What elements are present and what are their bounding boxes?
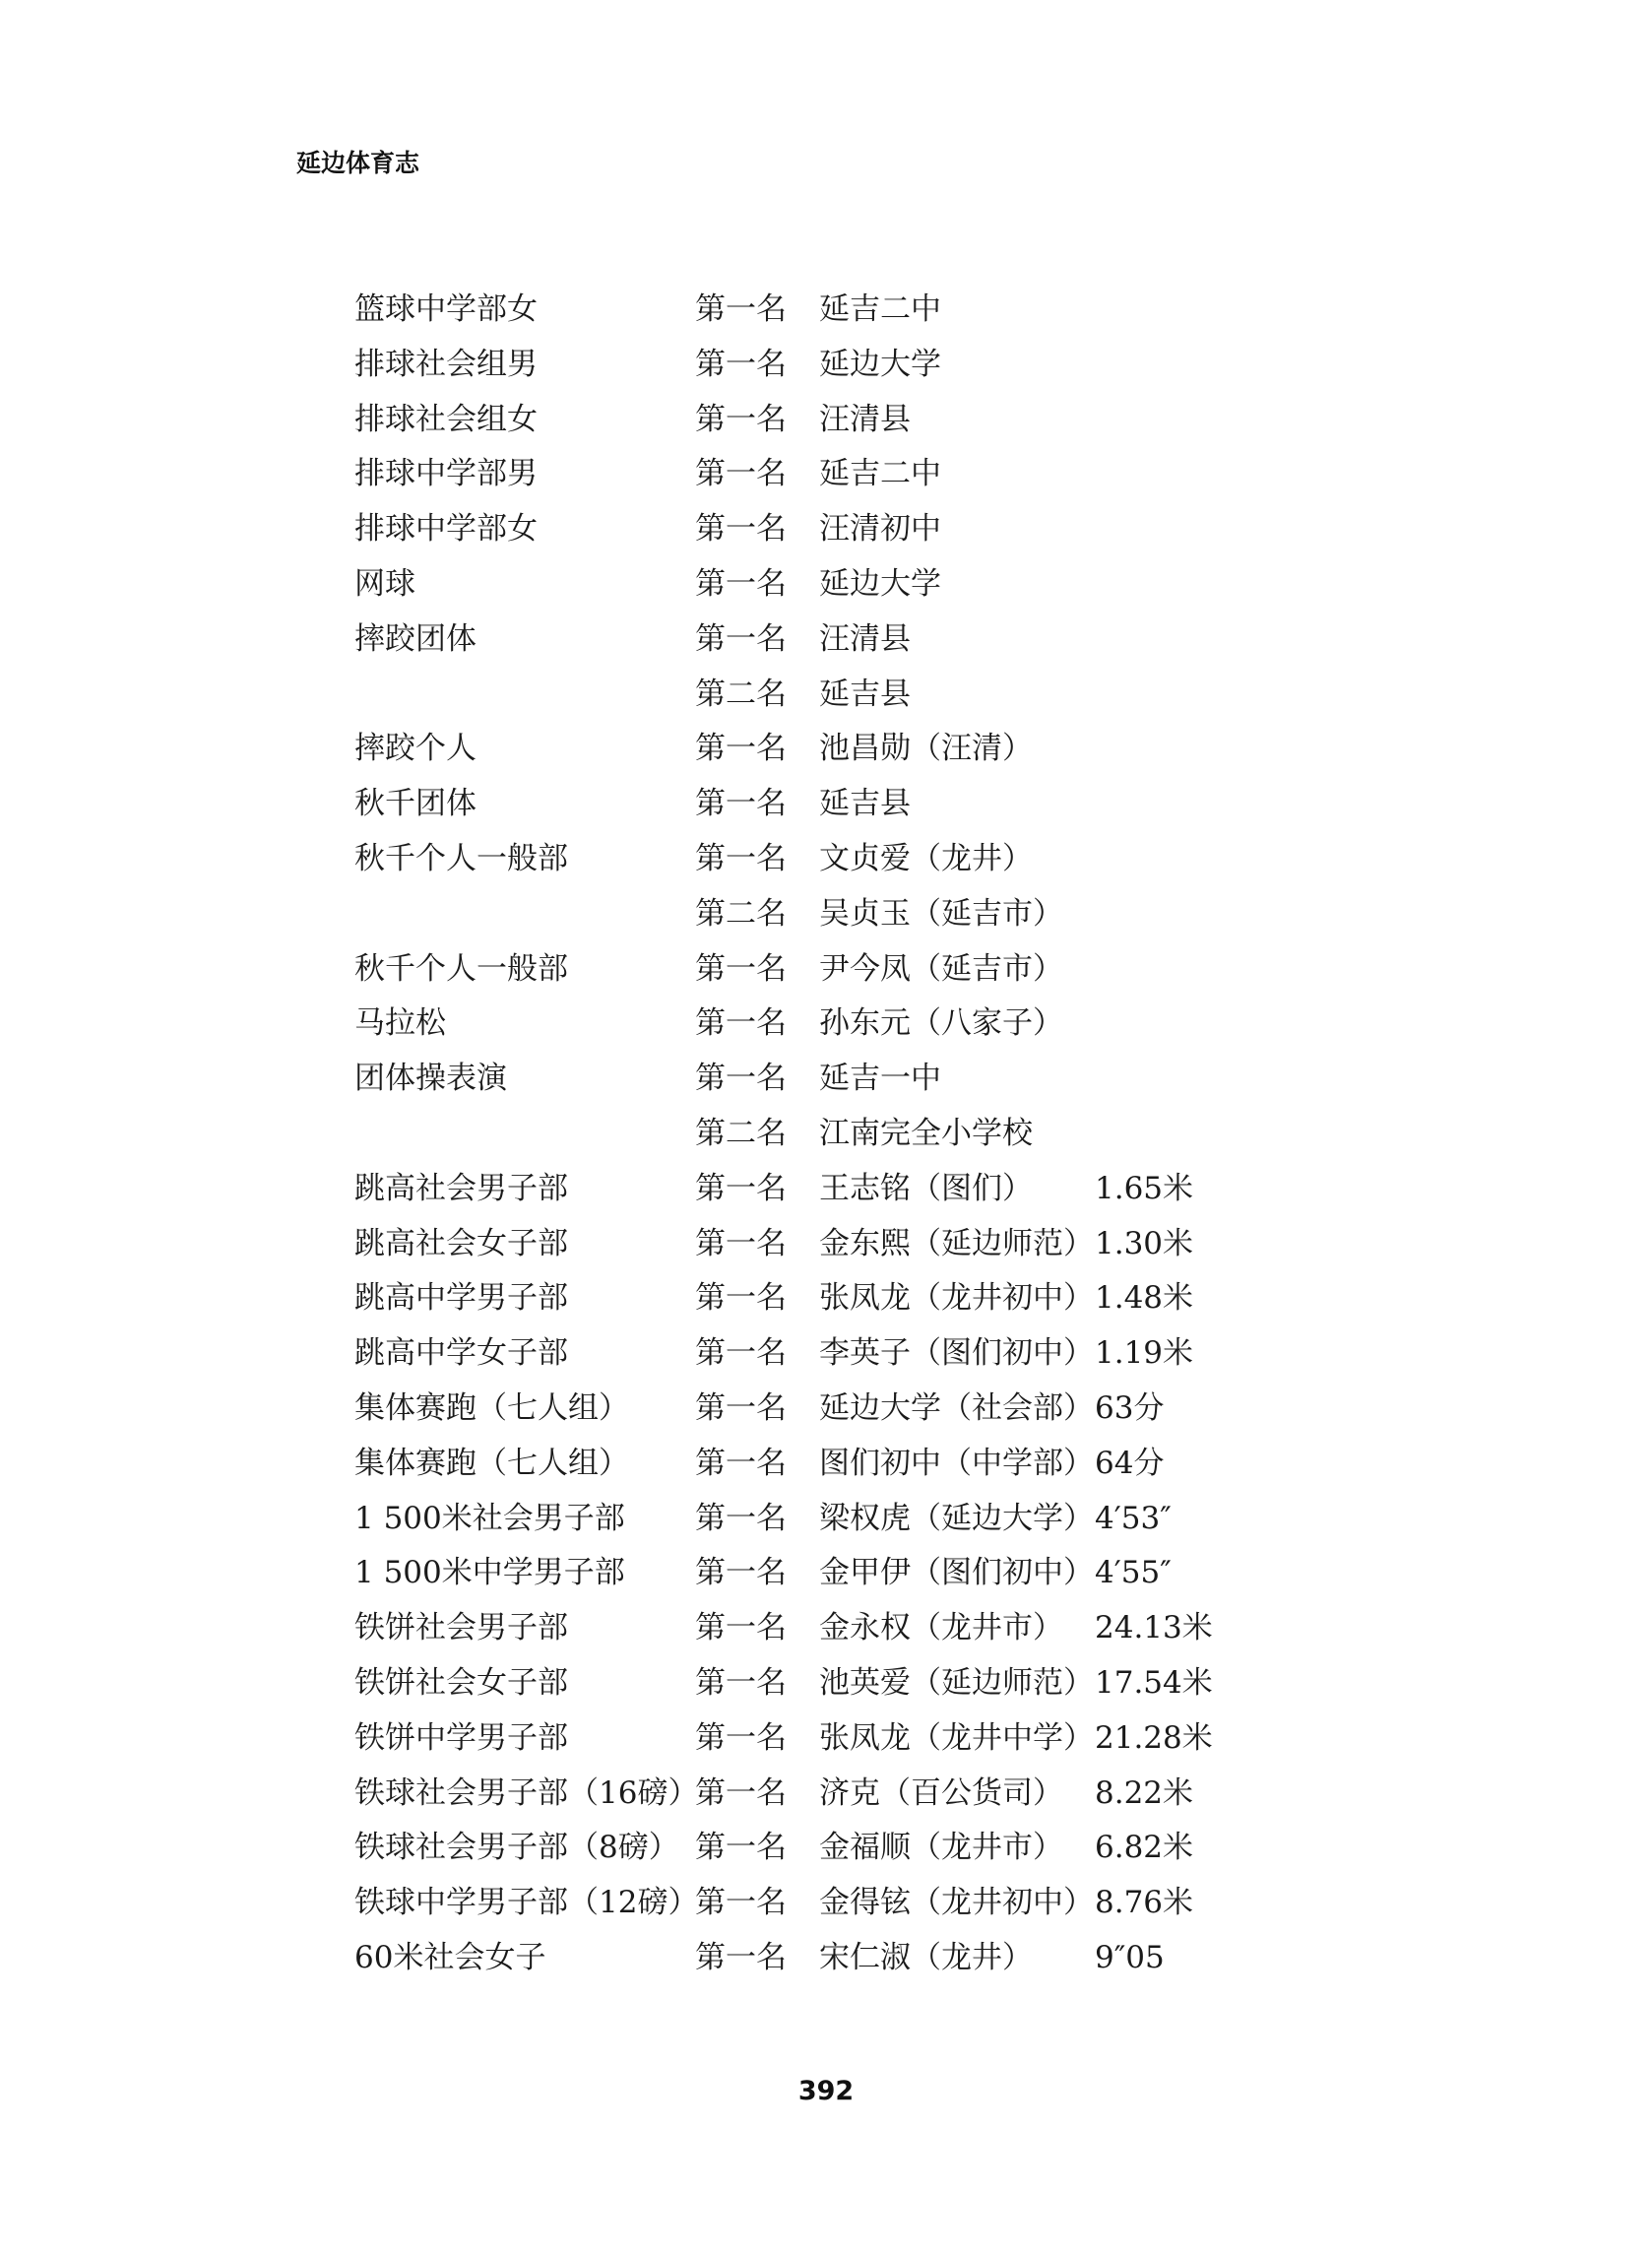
- placing: 第二名: [695, 1115, 787, 1151]
- event-name: 篮球中学部女: [354, 291, 538, 327]
- winner-name: 金甲伊（图们初中）: [819, 1555, 1094, 1591]
- result-row: [354, 1444, 1339, 1499]
- winner-name: 吴贞玉（延吉市）: [819, 895, 1063, 932]
- result-row: [354, 784, 1339, 839]
- result-row: [354, 509, 1339, 564]
- placing: 第一名: [695, 786, 787, 822]
- result-row: [354, 1938, 1339, 1993]
- placing: 第一名: [695, 840, 787, 876]
- winner-name: 汪清初中: [819, 511, 941, 548]
- result-score: 17.54米: [1095, 1664, 1213, 1701]
- event-name: 排球中学部男: [354, 456, 538, 492]
- winner-name: 张凤龙（龙井中学）: [819, 1719, 1094, 1756]
- placing: 第一名: [695, 1061, 787, 1097]
- placing: 第一名: [695, 1885, 787, 1921]
- event-name: 铁球社会男子部（16磅）: [354, 1774, 699, 1811]
- result-row: [354, 454, 1339, 509]
- placing: 第一名: [695, 731, 787, 767]
- result-row: [354, 1003, 1339, 1059]
- winner-name: 汪清县: [819, 401, 911, 437]
- event-name: 60米社会女子: [354, 1939, 546, 1975]
- placing: 第一名: [695, 1939, 787, 1975]
- placing: 第一名: [695, 565, 787, 602]
- event-name: 网球: [354, 565, 415, 602]
- event-name: 跳高中学男子部: [354, 1280, 568, 1317]
- winner-name: 金永权（龙井市）: [819, 1610, 1063, 1646]
- placing: 第一名: [695, 1719, 787, 1756]
- result-row: [354, 1663, 1339, 1718]
- result-row: [354, 1224, 1339, 1279]
- event-name: 秋千个人一般部: [354, 840, 568, 876]
- winner-name: 延吉二中: [819, 291, 941, 327]
- placing: 第二名: [695, 676, 787, 712]
- result-row: [354, 1059, 1339, 1114]
- placing: 第一名: [695, 1445, 787, 1481]
- result-row: [354, 839, 1339, 894]
- result-row: [354, 1553, 1339, 1608]
- result-score: 63分: [1095, 1389, 1165, 1426]
- result-row: [354, 675, 1339, 730]
- placing: 第一名: [695, 1280, 787, 1317]
- running-header-title: 延边体育志: [296, 149, 420, 177]
- result-row: [354, 1608, 1339, 1663]
- placing: 第一名: [695, 346, 787, 382]
- event-name: 秋千个人一般部: [354, 950, 568, 987]
- event-name: 跳高社会男子部: [354, 1170, 568, 1206]
- placing: 第一名: [695, 1555, 787, 1591]
- result-score: 24.13米: [1095, 1610, 1213, 1646]
- placing: 第一名: [695, 401, 787, 437]
- winner-name: 王志铭（图们）: [819, 1170, 1033, 1206]
- winner-name: 金东熙（延边师范）: [819, 1225, 1094, 1261]
- result-score: 4′55″: [1095, 1555, 1172, 1591]
- placing: 第一名: [695, 1500, 787, 1536]
- result-score: 4′53″: [1095, 1500, 1172, 1536]
- winner-name: 延吉县: [819, 676, 911, 712]
- placing: 第一名: [695, 511, 787, 548]
- event-name: 秋千团体: [354, 786, 477, 822]
- event-name: 马拉松: [354, 1005, 446, 1042]
- event-name: 1 500米社会男子部: [354, 1500, 625, 1536]
- event-name: 铁饼中学男子部: [354, 1719, 568, 1756]
- results-list: [354, 290, 1339, 1993]
- result-row: [354, 1773, 1339, 1829]
- result-row: [354, 345, 1339, 400]
- event-name: 排球中学部女: [354, 511, 538, 548]
- result-score: 64分: [1095, 1445, 1165, 1481]
- winner-name: 江南完全小学校: [819, 1115, 1033, 1151]
- winner-name: 池英爱（延边师范）: [819, 1664, 1094, 1701]
- event-name: 团体操表演: [354, 1061, 507, 1097]
- winner-name: 金福顺（龙井市）: [819, 1830, 1063, 1866]
- event-name: 跳高社会女子部: [354, 1225, 568, 1261]
- event-name: 铁饼社会男子部: [354, 1610, 568, 1646]
- event-name: 摔跤个人: [354, 731, 477, 767]
- placing: 第一名: [695, 291, 787, 327]
- result-score: 9″05: [1095, 1939, 1165, 1975]
- result-row: [354, 1333, 1339, 1388]
- page-number: 392: [797, 2076, 855, 2106]
- result-row: [354, 1883, 1339, 1938]
- result-score: 21.28米: [1095, 1719, 1213, 1756]
- event-name: 铁球社会男子部（8磅）: [354, 1830, 679, 1866]
- winner-name: 张凤龙（龙井初中）: [819, 1280, 1094, 1317]
- winner-name: 延边大学（社会部）: [819, 1389, 1094, 1426]
- winner-name: 延吉一中: [819, 1061, 941, 1097]
- result-row: [354, 729, 1339, 784]
- result-row: [354, 1169, 1339, 1224]
- event-name: 跳高中学女子部: [354, 1335, 568, 1372]
- placing: 第二名: [695, 895, 787, 932]
- result-row: [354, 1388, 1339, 1444]
- winner-name: 金得铉（龙井初中）: [819, 1885, 1094, 1921]
- winner-name: 李英子（图们初中）: [819, 1335, 1094, 1372]
- result-row: [354, 1278, 1339, 1333]
- placing: 第一名: [695, 1005, 787, 1042]
- winner-name: 延吉县: [819, 786, 911, 822]
- event-name: 摔跤团体: [354, 620, 477, 657]
- winner-name: 池昌勋（汪清）: [819, 731, 1033, 767]
- placing: 第一名: [695, 1664, 787, 1701]
- placing: 第一名: [695, 950, 787, 987]
- winner-name: 宋仁淑（龙井）: [819, 1939, 1033, 1975]
- result-row: [354, 290, 1339, 345]
- result-score: 6.82米: [1095, 1830, 1194, 1866]
- result-row: [354, 949, 1339, 1004]
- result-row: [354, 1718, 1339, 1773]
- placing: 第一名: [695, 1610, 787, 1646]
- winner-name: 延边大学: [819, 346, 941, 382]
- result-row: [354, 1499, 1339, 1554]
- placing: 第一名: [695, 1830, 787, 1866]
- placing: 第一名: [695, 1335, 787, 1372]
- result-score: 1.48米: [1095, 1280, 1194, 1317]
- placing: 第一名: [695, 1170, 787, 1206]
- result-row: [354, 400, 1339, 455]
- event-name: 铁球中学男子部（12磅）: [354, 1885, 699, 1921]
- winner-name: 延边大学: [819, 565, 941, 602]
- placing: 第一名: [695, 1225, 787, 1261]
- result-score: 1.30米: [1095, 1225, 1194, 1261]
- event-name: 1 500米中学男子部: [354, 1555, 625, 1591]
- result-row: [354, 1828, 1339, 1883]
- result-row: [354, 1114, 1339, 1169]
- winner-name: 尹今凤（延吉市）: [819, 950, 1063, 987]
- result-score: 1.65米: [1095, 1170, 1194, 1206]
- winner-name: 孙东元（八家子）: [819, 1005, 1063, 1042]
- result-score: 8.22米: [1095, 1774, 1194, 1811]
- event-name: 排球社会组男: [354, 346, 538, 382]
- placing: 第一名: [695, 620, 787, 657]
- event-name: 排球社会组女: [354, 401, 538, 437]
- winner-name: 济克（百公货司）: [819, 1774, 1063, 1811]
- event-name: 集体赛跑（七人组）: [354, 1445, 629, 1481]
- placing: 第一名: [695, 1774, 787, 1811]
- event-name: 集体赛跑（七人组）: [354, 1389, 629, 1426]
- result-row: [354, 564, 1339, 619]
- winner-name: 汪清县: [819, 620, 911, 657]
- result-row: [354, 619, 1339, 675]
- winner-name: 图们初中（中学部）: [819, 1445, 1094, 1481]
- event-name: 铁饼社会女子部: [354, 1664, 568, 1701]
- result-row: [354, 894, 1339, 949]
- placing: 第一名: [695, 1389, 787, 1426]
- result-score: 1.19米: [1095, 1335, 1194, 1372]
- winner-name: 延吉二中: [819, 456, 941, 492]
- result-score: 8.76米: [1095, 1885, 1194, 1921]
- winner-name: 文贞爱（龙井）: [819, 840, 1033, 876]
- placing: 第一名: [695, 456, 787, 492]
- winner-name: 梁权虎（延边大学）: [819, 1500, 1094, 1536]
